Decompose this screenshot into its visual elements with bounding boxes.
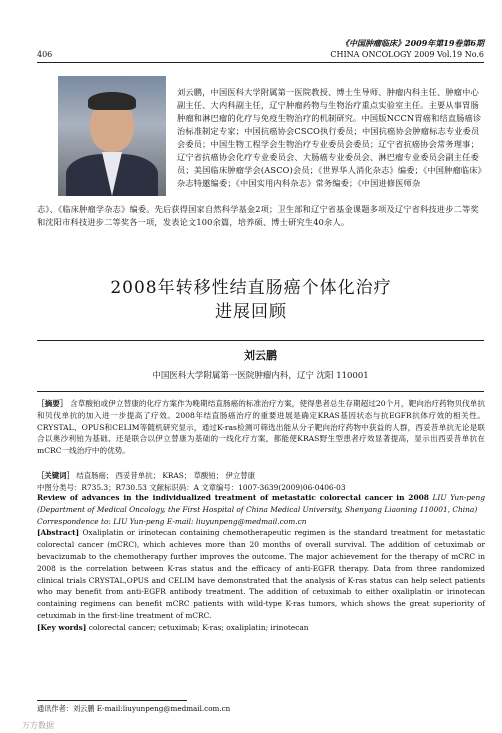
watermark: 万方数据 — [22, 721, 54, 730]
abstract-en — [37, 492, 485, 634]
title-line-2: 进展回顾 — [215, 302, 287, 322]
en-abstract-label: [Abstract] — [37, 528, 80, 538]
abstract-cn — [37, 398, 485, 457]
en-abstract-text: Oxaliplatin or irinotecan containing chemotherapeutic regimen is the standard treatment for metastatic colorectal cancer (mCRC), which achieves more than 20 months of overall survival. The addition of cetuximab or bevacizumab to the chemotherapy further improves the outcome. The major achievement for the therapy of mCRC in 2008 is the correlation between K-ras status and the efficacy of anti-EGFR therapy. Data from three randomized clinical trials CRYSTAL,OPUS and CELIM have demonstrated that the analysis of K-ras status can help select patients who may benefit from anti-EGFR antibody treatment. The addition of cetuximab to either oxaliplatin or irinotecan containing regimens can benefit mCRC patients with wild-type K-ras tumors, which shows the great superiority of cetuximab in the first-line treatment of mCRC. — [37, 528, 485, 620]
en-author: LIU Yun-peng (Department of Medical Oncology, the First Hospital of China Medical University, Shenyang Liaoning 110001, China) — [37, 493, 485, 514]
author-name: 刘云鹏 — [244, 349, 277, 362]
header-rule — [37, 62, 484, 63]
author-bio: 刘云鹏，中国医科大学附属第一医院教授、博士生导师、肿瘤内科主任、肿瘤中心副主任、大内科副主任，辽宁肿瘤药物与生物治疗重点实验室主任。主要从事胃肠肿瘤和淋巴瘤的化疗与免疫生物治疗的机制研究。中国版NCCN胃癌和结直肠癌诊治标准制定专家；中国抗癌协会CSCO执行委员；中国抗癌协会肿瘤标志专业委员会委员；中国生物工程学会生物治疗专业委员会委员；辽宁省抗癌协会常务理事；辽宁省抗癌协会化疗专业委员会、大肠癌专业委员会、淋巴瘤专业委员会副主任委员；美国临床肿瘤学会(ASCO)会员；《世界华人消化杂志》编委；《中国肿瘤临床》杂志特邀编委；《中国实用内科杂志》常务编委；《中国进修医师杂 — [177, 87, 482, 188]
journal-header — [330, 38, 484, 60]
footnote-correspondence: 通讯作者：刘云鹏 E-mail:liuyunpeng@medmail.com.cn — [37, 704, 231, 713]
en-title: Review of advances in the individualized treatment of metastatic colorectal cancer in 2008 — [37, 493, 429, 502]
author-affiliation: 中国医科大学附属第一医院肿瘤内科，辽宁 沈阳 110001 — [152, 371, 369, 381]
keywords-cn-label: ［关键词］ — [37, 471, 74, 480]
classification: 中图分类号：R735.3；R730.53 文献标识码：A 文章编号：1007-3639(2009)06-0406-03 — [37, 482, 346, 492]
en-correspondence: Correspondence to: LIU Yun-peng E-mail: liuyunpeng@medmail.com.cn — [37, 516, 307, 526]
author-bio-continued: 志》、《临床肿瘤学杂志》编委。先后获得国家自然科学基金2项；卫生部和辽宁省基金课题多项及辽宁省科技进步二等奖和沈阳市科技进步二等奖各一项，发表论文100余篇，培养硕、博士研究生40余人。 — [37, 204, 479, 227]
keywords-cn-block — [37, 470, 485, 494]
journal-title: 《中国肿瘤临床》2009年第19卷第6期 — [341, 38, 484, 48]
page-number: 406 — [37, 50, 53, 59]
en-keywords-label: [Key words] — [37, 622, 87, 632]
abstract-cn-text: 含草酸铂或伊立替康的化疗方案作为晚期结直肠癌的标准治疗方案，使得患者总生存期超过20个月，靶向治疗药物贝伐单抗和贝伐单抗的加入进一步提高了疗效。2008年结直肠癌治疗的重要进展是确定KRAS基因状态与抗EGFR抗体疗效的相关性。CRYSTAL、OPUS和CELIM等随机研究显示，通过K-ras检测可筛选出能从分子靶向治疗药物中获益的人群，西妥昔单抗无论是联合以奥沙利铂为基础、还是联合以伊立替康为基础的一线化疗方案，都能使KRAS野生型患者疗效显著提高，显示出西妥昔单抗在mCRC一线治疗中的优势。 — [37, 399, 485, 456]
keywords-cn: 结直肠癌； 西妥昔单抗； KRAS； 草酸铂； 伊立替康 — [76, 471, 256, 480]
title-line-1: 2008年转移性结直肠癌个体化治疗 — [110, 278, 392, 298]
author-block — [37, 340, 484, 392]
journal-volume: CHINA ONCOLOGY 2009 Vol.19 No.6 — [330, 50, 484, 59]
en-keywords: colorectal cancer; cetuximab; K-ras; oxaliplatin; irinotecan — [88, 622, 309, 632]
abstract-cn-label: ［摘要］ — [37, 399, 68, 408]
author-photo — [58, 76, 166, 196]
article-title — [0, 276, 502, 324]
footnote-rule — [37, 700, 187, 701]
